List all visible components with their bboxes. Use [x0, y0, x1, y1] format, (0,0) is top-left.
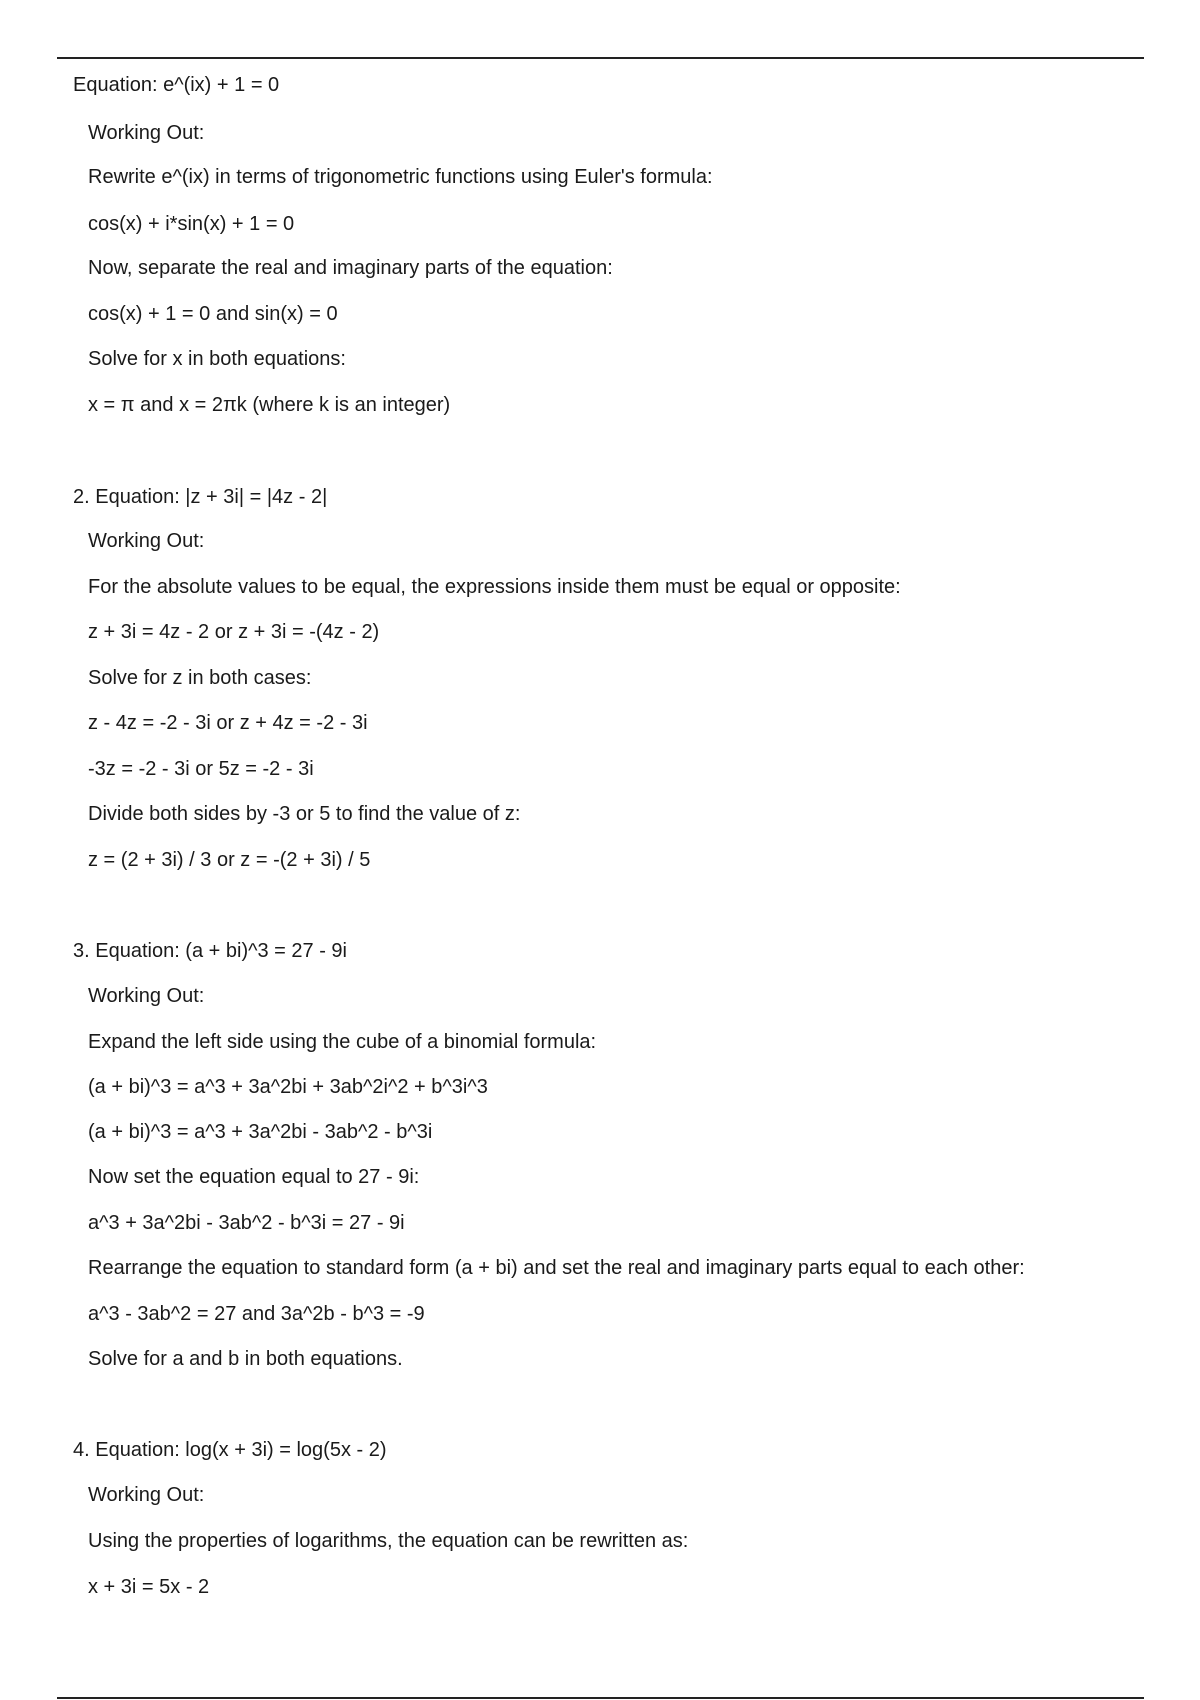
text-line: Using the properties of logarithms, the equation can be rewritten as: [88, 1530, 689, 1552]
text-line: Now, separate the real and imaginary parts of the equation: [88, 257, 613, 279]
math-line: z + 3i = 4z - 2 or z + 3i = -(4z - 2) [88, 621, 380, 643]
working-out-label: Working Out: [88, 985, 205, 1007]
text-line: Divide both sides by -3 or 5 to find the value of z: [88, 803, 521, 825]
text-line: Now set the equation equal to 27 - 9i: [88, 1166, 420, 1188]
math-line: cos(x) + i*sin(x) + 1 = 0 [88, 213, 295, 235]
equation-heading: Equation: e^(ix) + 1 = 0 [73, 74, 280, 96]
math-line: x = π and x = 2πk (where k is an integer) [88, 394, 451, 416]
text-line: Solve for a and b in both equations. [88, 1348, 403, 1370]
bottom-rule [57, 1697, 1144, 1699]
text-line: Rearrange the equation to standard form (a + bi) and set the real and imaginary parts equal to each other: [88, 1257, 1025, 1279]
equation-heading: 2. Equation: |z + 3i| = |4z - 2| [73, 486, 328, 508]
equation-heading: 3. Equation: (a + bi)^3 = 27 - 9i [73, 940, 347, 962]
text-line: Solve for z in both cases: [88, 667, 312, 689]
math-line: a^3 + 3a^2bi - 3ab^2 - b^3i = 27 - 9i [88, 1212, 405, 1234]
math-line: z - 4z = -2 - 3i or z + 4z = -2 - 3i [88, 712, 368, 734]
math-line: (a + bi)^3 = a^3 + 3a^2bi + 3ab^2i^2 + b^3i^3 [88, 1076, 488, 1098]
math-line: cos(x) + 1 = 0 and sin(x) = 0 [88, 303, 338, 325]
text-line: Rewrite e^(ix) in terms of trigonometric functions using Euler's formula: [88, 166, 713, 188]
math-line: -3z = -2 - 3i or 5z = -2 - 3i [88, 758, 314, 780]
math-line: (a + bi)^3 = a^3 + 3a^2bi - 3ab^2 - b^3i [88, 1121, 433, 1143]
math-line: x + 3i = 5x - 2 [88, 1576, 210, 1598]
equation-heading: 4. Equation: log(x + 3i) = log(5x - 2) [73, 1439, 387, 1461]
text-line: Solve for x in both equations: [88, 348, 346, 370]
working-out-label: Working Out: [88, 1484, 205, 1506]
math-line: z = (2 + 3i) / 3 or z = -(2 + 3i) / 5 [88, 849, 371, 871]
text-line: For the absolute values to be equal, the expressions inside them must be equal or opposite: [88, 576, 901, 598]
math-line: a^3 - 3ab^2 = 27 and 3a^2b - b^3 = -9 [88, 1303, 425, 1325]
text-line: Expand the left side using the cube of a binomial formula: [88, 1031, 597, 1053]
working-out-label: Working Out: [88, 530, 205, 552]
working-out-label: Working Out: [88, 122, 205, 144]
